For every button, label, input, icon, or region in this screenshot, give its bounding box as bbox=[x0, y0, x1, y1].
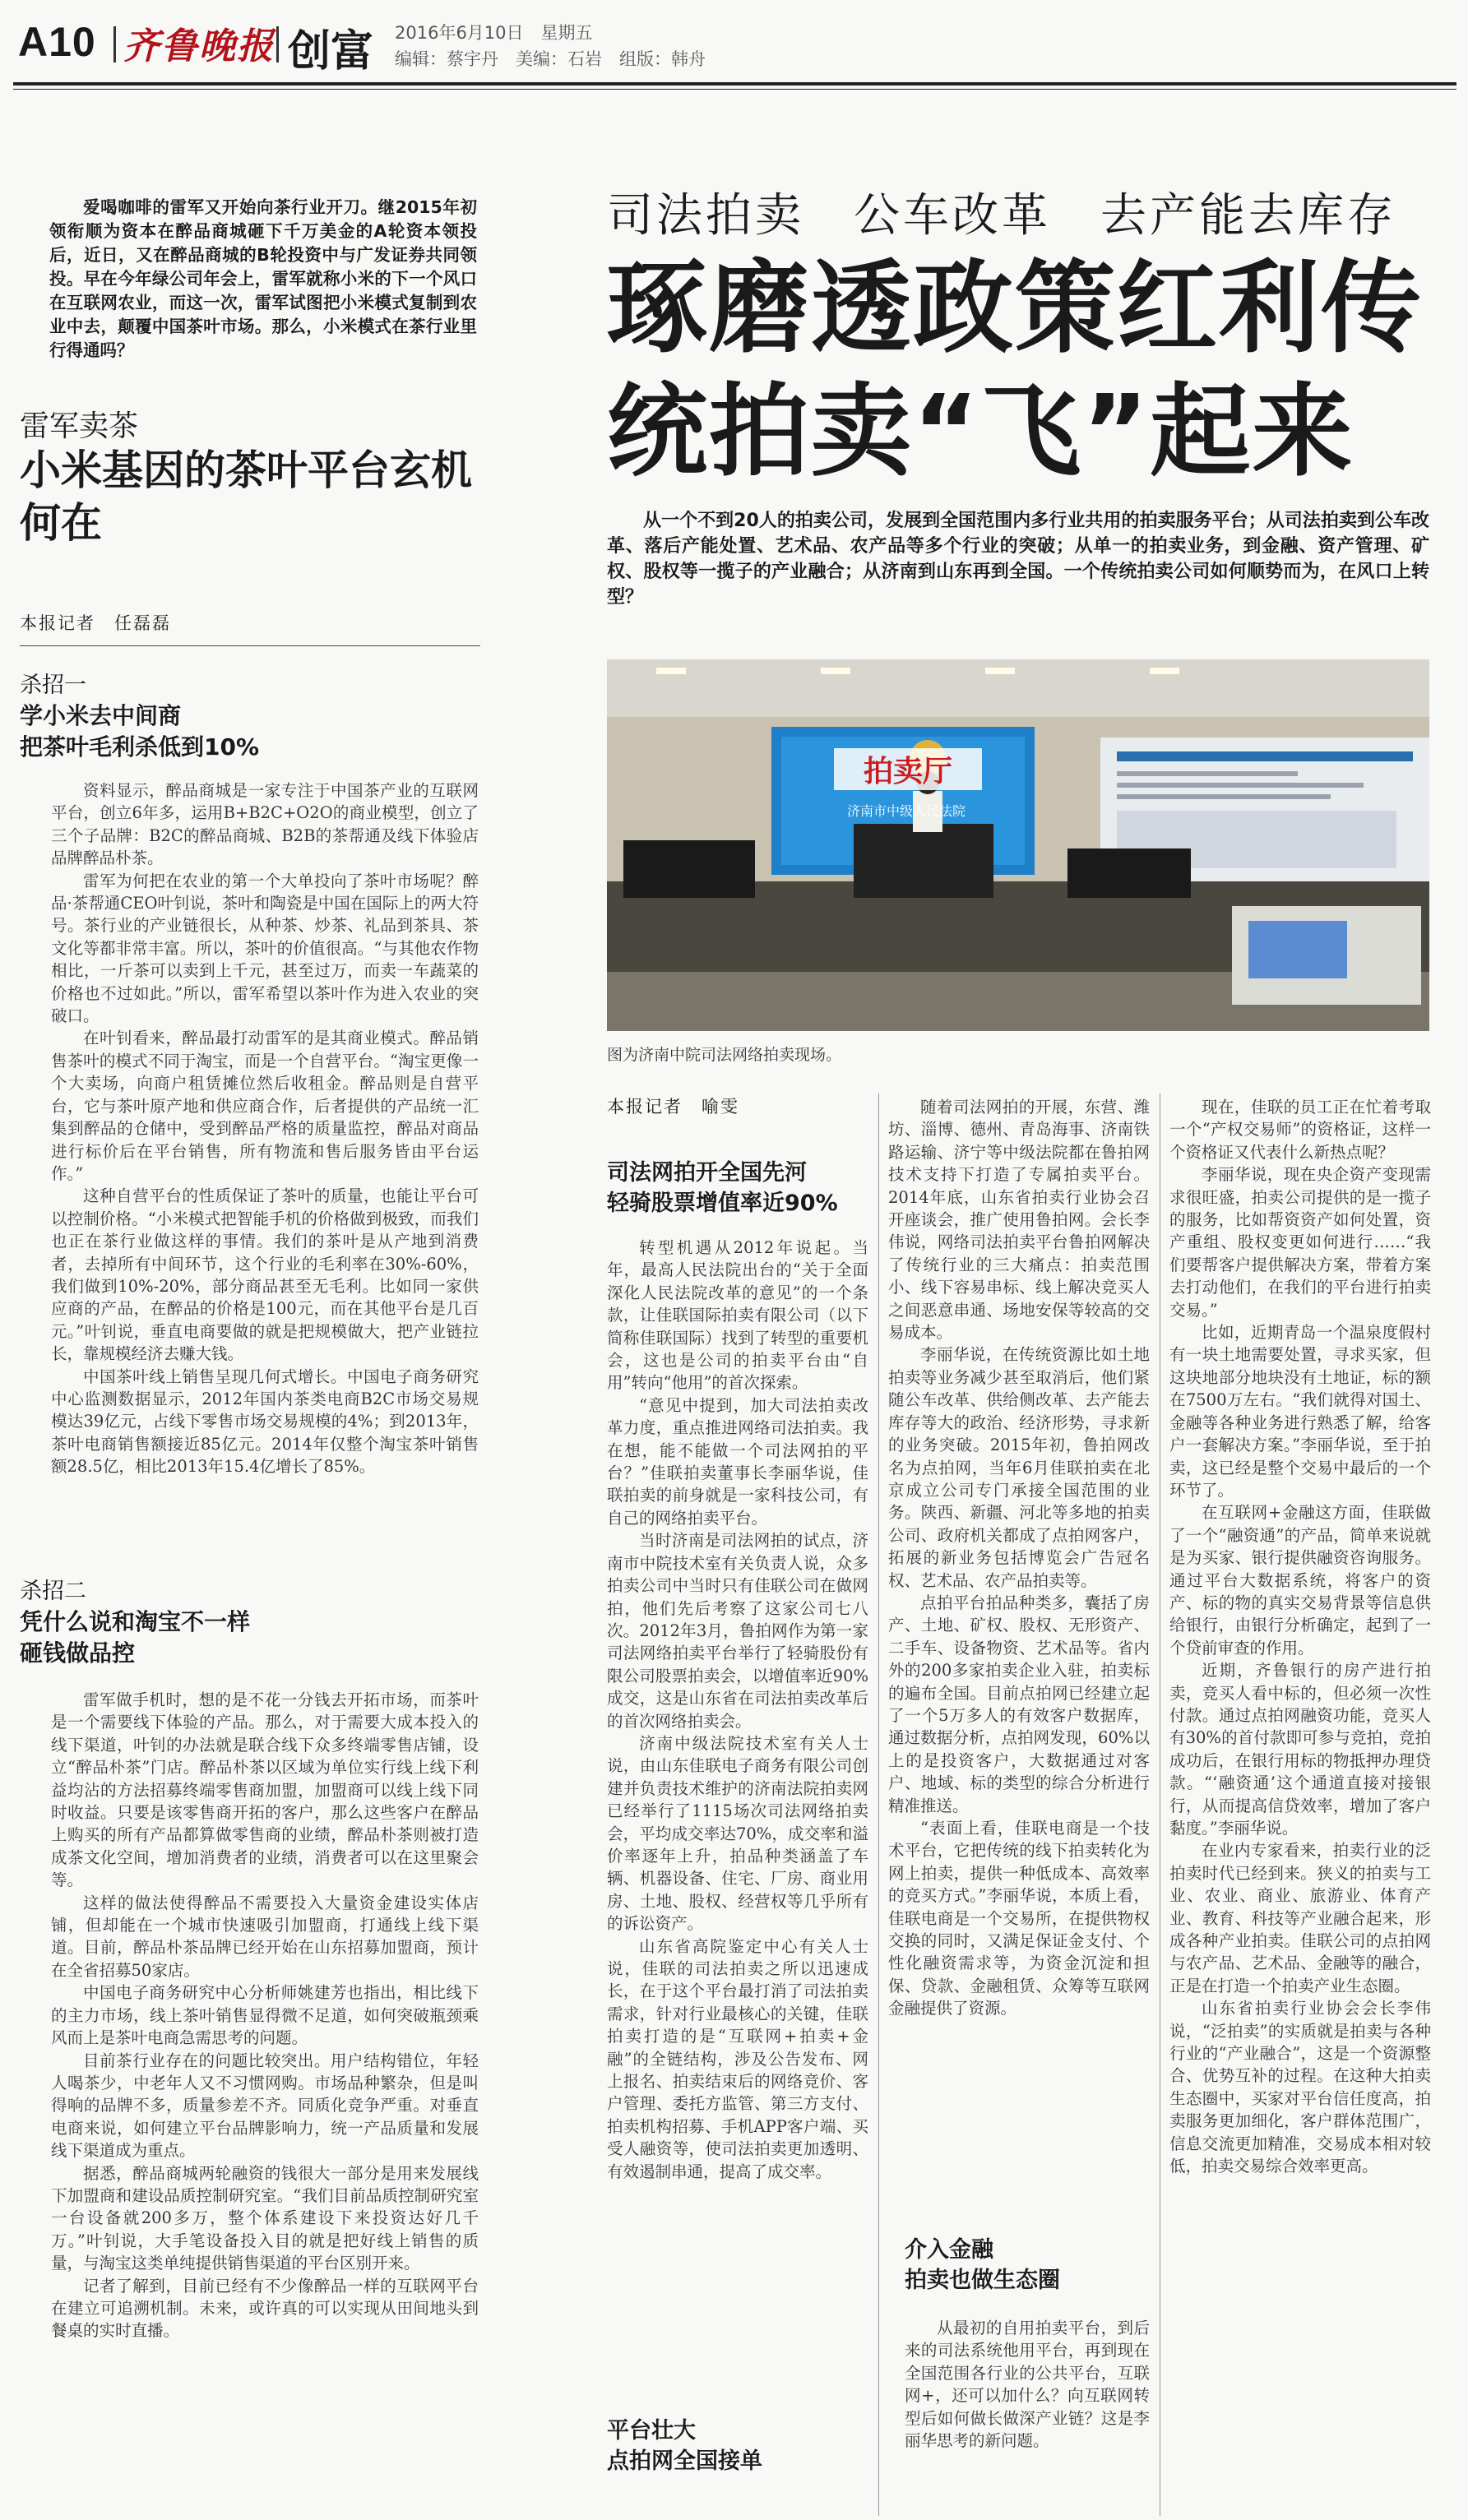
body-paragraph: 当时济南是司法网拍的试点，济南市中院技术室有关负责人说，众多拍卖公司中当时只有佳联公司在做网拍，他们先后考察了这家公司七八次。2012年3月，鲁拍网作为第一家司法网络拍卖平台举行了轻骑股份有限公司股票拍卖会，以增值率近90%成交，这是山东省在司法拍卖改革后的首次网络拍卖会。 bbox=[607, 1531, 868, 1731]
photo-illustration bbox=[607, 659, 1429, 1031]
body-paragraph: “意见中提到，加大司法拍卖改革力度，重点推进网络司法拍卖。我在想，能不能做一个司法网拍的平台？”佳联拍卖董事长李丽华说，佳联拍卖的前身就是一家科技公司，有自己的网络拍卖平台。 bbox=[607, 1395, 868, 1528]
body-paragraph: 这种自营平台的性质保证了茶叶的质量，也能让平台可以控制价格。“小米模式把智能手机的价格做到极致，而我们也正在茶行业做这样的事情。我们的茶叶是从产地到消费者，去掉所有中间环节，这个行业的毛利率在30%-60%，我们做到10%-20%，部分商品甚至无毛利。比如同一家供应商的产品，在醉品的价格是100元，而在其他平台是几百元。”叶钊说，垂直电商要做的就是把规模做大，把产业链拉长，靠规模经济去赚大钱。 bbox=[51, 1186, 479, 1364]
body-paragraph: 济南中级法院技术室有关人士说，由山东佳联电子商务有限公司创建并负责技术维护的济南法院拍卖网已经举行了1115场次司法网络拍卖会，平均成交率达70%，成交率和溢价率逐年上升，拍品种类涵盖了车辆、机器设备、住宅、厂房、商业用房、土地、股权、经营权等几乎所有的诉讼资产。 bbox=[607, 1733, 868, 1934]
body-paragraph: 李丽华说，在传统资源比如土地拍卖等业务减少甚至取消后，他们紧随公车改革、供给侧改革、去产能去库存等大的政治、经济形势，寻求新的业务突破。2015年初，鲁拍网改名为点拍网，当年6月佳联拍卖在北京成立公司专门承接全国范围的业务。陕西、新疆、河北等多地的拍卖公司、政府机关都成了点拍网客户，拓展的新业务包括博览会广告冠名权、艺术品、农产品拍卖等。 bbox=[888, 1345, 1150, 1590]
left-section-2 bbox=[20, 1579, 480, 2342]
right-article-kicker: 司法拍卖 公车改革 去产能去库存 bbox=[607, 189, 1396, 243]
header-rule-thin bbox=[13, 89, 1456, 90]
section-label: 杀招一 bbox=[20, 673, 86, 698]
body-paragraph: 记者了解到，目前已经有不少像醉品一样的互联网平台在建立可追溯机制。未来，或许真的可以实现从田间地头到餐桌的实时直播。 bbox=[51, 2276, 479, 2341]
section-title: 平台壮大 点拍网全国接单 bbox=[607, 2418, 762, 2474]
body-paragraph: 中国电子商务研究中心分析师姚建芳也指出，相比线下的主力市场，线上茶叶销售显得微不足道，如何突破瓶颈乘风而上是茶叶电商急需思考的问题。 bbox=[51, 1983, 479, 2048]
left-article-kicker: 雷军卖茶 bbox=[20, 409, 139, 443]
body-paragraph: 随着司法网拍的开展，东营、潍坊、淄博、德州、青岛海事、济南铁路运输、济宁等中级法院都在鲁拍网技术支持下打造了专属拍卖平台。2014年底，山东省拍卖行业协会召开座谈会，推广使用鲁拍网。会长李伟说，网络司法拍卖平台鲁拍网解决了传统行业的三大痛点：拍卖范围小、线下容易串标、线上解决竞买人之间恶意串通、场地安保等较高的交易成本。 bbox=[888, 1098, 1150, 1343]
newspaper-logo: 齐鲁晚报 bbox=[123, 25, 275, 67]
body-paragraph: 雷军做手机时，想的是不花一分钱去开拓市场，而茶叶是一个需要线下体验的产品。那么，对于需要大成本投入的线下渠道，叶钊的办法就是联合线下众多终端零售店铺，设立“醉品朴茶”门店。醉品朴茶以区域为单位实行线上线下利益均沾的方法招募终端零售商加盟，加盟商可以线上线下同时收益。只要是该零售商开拓的客户，那么这些客户在醉品上购买的所有产品都算做零售商的业绩，醉品朴茶则被打造成茶文化空间，增加消费者的业绩，消费者可以在这里聚会等。 bbox=[51, 1690, 479, 1890]
right-article-title: 琢磨透政策红利传统拍卖“飞”起来 bbox=[607, 250, 1423, 490]
body-paragraph: 中国茶叶线上销售呈现几何式增长。中国电子商务研究中心监测数据显示，2012年国内茶类电商B2C市场交易规模达39亿元，占线下零售市场交易规模的4%；到2013年，茶叶电商销售额接近85亿元。2014年仅整个淘宝茶叶销售额28.5亿，相比2013年15.4亿增长了85%。 bbox=[51, 1366, 479, 1477]
body-paragraph: 点拍平台拍品种类多，囊括了房产、土地、矿权、股权、无形资产、二手车、设备物资、艺术品等。省内外的200多家拍卖企业入驻，拍卖标的遍布全国。目前点拍网已经建立起了一个5万多人的有效客户数据库，通过数据分析，点拍网发现，60%以上的是投资客户，大数据通过对客户、地域、标的类型的综合分析进行精准推送。 bbox=[888, 1593, 1150, 1815]
body-paragraph: 山东省高院鉴定中心有关人士说，佳联的司法拍卖之所以迅速成长，在于这个平台最打消了司法拍卖需求，针对行业最核心的关键，佳联拍卖打造的是“互联网+拍卖+金融”的全链结构，涉及公告发布、网上报名、拍卖结束后的网络竞价、客户管理、委托方监管、第三方支付、拍卖机构招募、手机APP客户端、买受人融资等，使司法拍卖更加透明、有效遏制串通，提高了成交率。 bbox=[607, 1936, 868, 2181]
body-paragraph: 李丽华说，现在央企资产变现需求很旺盛，拍卖公司提供的是一揽子的服务，比如帮资资产如何处置，资产重组、股权变更如何进行……“我们要帮客户提供解决方案，带着方案去打动他们，在我们的平台进行拍卖交易。” bbox=[1169, 1165, 1431, 1320]
section-title: 司法网拍开全国先河 轻骑股票增值率近90% bbox=[607, 1160, 838, 1216]
header-rule bbox=[13, 82, 1456, 86]
editor-credits: 编辑：蔡宇丹 美编：石岩 组版：韩舟 bbox=[395, 49, 706, 69]
issue-date-line bbox=[395, 20, 593, 44]
body-paragraph: 现在，佳联的员工正在忙着考取一个“产权交易师”的资格证，这样一个资格证又代表什么新热点呢？ bbox=[1169, 1098, 1431, 1162]
body-paragraph: 近期，齐鲁银行的房产进行拍卖，竞买人看中标的，但必须一次性付款。通过点拍网融资功能，竞买人有30%的首付款即可参与竞拍，竞拍成功后，在银行用标的物抵押办理贷款。“‘融资通’这个通道直接对接银行，从而提高信贷效率，增加了客户黏度。”李丽华说。 bbox=[1169, 1661, 1431, 1838]
page-number: A10 bbox=[18, 19, 96, 65]
left-article-title: 小米基因的茶叶平台玄机何在 bbox=[20, 446, 472, 547]
issue-weekday: 星期五 bbox=[540, 23, 593, 43]
photo-sign-main: 拍卖厅 bbox=[834, 748, 982, 790]
body-paragraph: 这样的做法使得醉品不需要投入大量资金建设实体店铺，但却能在一个城市快速吸引加盟商，打通线上线下渠道。目前，醉品朴茶品牌已经开始在山东招募加盟商，预计在全省招募50家店。 bbox=[51, 1893, 479, 1980]
section-title: 凭什么说和淘宝不一样 砸钱做品控 bbox=[20, 1608, 251, 1667]
section-label: 杀招二 bbox=[20, 1579, 86, 1604]
body-paragraph: 从最初的自用拍卖平台，到后来的司法系统他用平台，再到现在全国范围各行业的公共平台，互联网+，还可以加什么？向互联网转型后如何做长做深产业链？这是李丽华思考的新问题。 bbox=[905, 2319, 1150, 2451]
body-paragraph: 转型机遇从2012年说起。当年，最高人民法院出台的“关于全面深化人民法院改革的意见”的一个条款，让佳联国际拍卖有限公司（以下简称佳联国际）找到了转型的重要机会，这也是公司的拍卖平台由“自用”转向“他用”的首次探索。 bbox=[607, 1238, 868, 1393]
body-paragraph: 比如，近期青岛一个温泉度假村有一块土地需要处置，寻求买家，但这块地部分地块没有土地证，标的额在7500万左右。“我们就得对国土、金融等各种业务进行熟悉了解，给客户一套解决方案。”李丽华说，至于拍卖，这已经是整个交易中最后的一个环节了。 bbox=[1169, 1323, 1431, 1500]
body-paragraph: “表面上看，佳联电商是一个技术平台，它把传统的线下拍卖转化为网上拍卖，提供一种低成本、高效率的竞买方式。”李丽华说，本质上看，佳联电商是一个交易所，在提供物权交换的同时，又满足保证金支付、个性化融资需求等，为资金沉淀和担保、贷款、金融租赁、众筹等互联网金融提供了资源。 bbox=[888, 1819, 1150, 2018]
photo-caption: 图为济南中院司法网络拍卖现场。 bbox=[607, 1046, 842, 1064]
body-paragraph: 资料显示，醉品商城是一家专注于中国茶产业的互联网平台，创立6年多，运用B+B2C+O2O的商业模型，创立了三个子品牌：B2C的醉品商城、B2B的茶帮通及线下体验店品牌醉品朴茶。 bbox=[51, 781, 479, 868]
body-paragraph: 在互联网+金融这方面，佳联做了一个“融资通”的产品，简单来说就是为买家、银行提供融资咨询服务。通过平台大数据系统，将客户的资产、标的物的真实交易背景等信息供给银行，由银行分析确定，起到了一个贷前审查的作用。 bbox=[1169, 1503, 1431, 1658]
left-byline-rule bbox=[20, 645, 480, 646]
body-paragraph: 雷军为何把在农业的第一个大单投向了茶叶市场呢？醉品·茶帮通CEO叶钊说，茶叶和陶瓷是中国在国际上的两大符号。茶行业的产业链很长，从种茶、炒茶、礼品到茶具、茶文化等都非常丰富。所以，茶叶的价值很高。“与其他农作物相比，一斤茶可以卖到上千元，甚至过万，而卖一车蔬菜的价格也不过如此。”所以，雷军希望以茶叶作为进入农业的突破口。 bbox=[51, 871, 479, 1026]
left-article-byline: 本报记者 任磊磊 bbox=[20, 613, 171, 633]
header-divider bbox=[276, 26, 279, 62]
section-title: 学小米去中间商 把茶叶毛利杀低到10% bbox=[20, 702, 260, 761]
right-article-lead: 从一个不到20人的拍卖公司，发展到全国范围内多行业共用的拍卖服务平台；从司法拍卖到公车改革、落后产能处置、艺术品、农产品等多个行业的突破；从单一的拍卖业务，到金融、资产管理、矿权、股权等一揽子的产业融合；从济南到山东再到全国。一个传统拍卖公司如何顺势而为，在风口上转型？ bbox=[607, 511, 1429, 608]
body-paragraph: 据悉，醉品商城两轮融资的钱很大一部分是用来发展线下加盟商和建设品质控制研究室。“我们目前品质控制研究室一台设备就200多万，整个体系建设下来投资达好几千万。”叶钊说，大手笔设备投入目的就是把好线上销售的质量，与淘宝这类单纯提供销售渠道的平台区别开来。 bbox=[51, 2163, 479, 2273]
right-article-byline: 本报记者 喻雯 bbox=[607, 1097, 739, 1117]
photo-sign-sub: 济南市中级人民法院 bbox=[846, 803, 966, 819]
column-rule bbox=[878, 1094, 879, 2516]
body-paragraph: 在业内专家看来，拍卖行业的泛拍卖时代已经到来。狭义的拍卖与工业、农业、商业、旅游业、体育产业、教育、科技等产业融合起来，形成各种产业拍卖。佳联公司的点拍网与农产品、艺术品、金融等的融合，正是在打造一个拍卖产业生态圈。 bbox=[1169, 1841, 1431, 1995]
issue-date: 2016年6月10日 bbox=[395, 23, 524, 43]
right-column-2-tail bbox=[905, 2317, 1150, 2452]
auction-hall-photo bbox=[607, 659, 1429, 1031]
section-title: 介入金融 拍卖也做生态圈 bbox=[905, 2237, 1060, 2293]
section-name: 创富 bbox=[288, 27, 374, 76]
section-body bbox=[51, 1689, 479, 2342]
right-column-1 bbox=[607, 1158, 868, 2183]
right-column-3 bbox=[1169, 1096, 1431, 2178]
left-section-1 bbox=[20, 673, 480, 1478]
header-divider bbox=[113, 26, 116, 62]
body-paragraph: 在叶钊看来，醉品最打动雷军的是其商业模式。醉品销售茶叶的模式不同于淘宝，而是一个自营平台。“淘宝更像一个大卖场，向商户租赁摊位然后收租金。醉品则是自营平台，它与茶叶原产地和供应商合作，后者提供的产品统一汇集到醉品的仓储中，受到醉品严格的质量监控，醉品对商品进行标价后在平台销售，所有物流和售后服务皆由平台运作。” bbox=[51, 1029, 479, 1183]
body-paragraph: 目前茶行业存在的问题比较突出。用户结构错位，年轻人喝茶少，中老年人又不习惯网购。市场品种繁杂，但是叫得响的品牌不多，质量参差不齐。同质化竞争严重。对垂直电商来说，如何建立平台品牌影响力，统一产品质量和发展线下渠道成为重点。 bbox=[51, 2051, 479, 2161]
body-paragraph: 山东省拍卖行业协会会长李伟说，“泛拍卖”的实质就是拍卖与各种行业的“产业融合”，这是一个资源整合、优势互补的过程。在这种大拍卖生态圈中，买家对平台信任度高，拍卖服务更加细化，客户群体范围广，信息交流更加精准，交易成本相对较低，拍卖交易综合效率更高。 bbox=[1169, 1999, 1431, 2176]
left-article-intro: 爱喝咖啡的雷军又开始向茶行业开刀。继2015年初领衔顺为资本在醉品商城砸下千万美金的A轮资本领投后，近日，又在醉品商城的B轮投资中与广发证券共同领投。早在今年绿公司年会上，雷军就称小米的下一个风口在互联网农业，而这一次，雷军试图把小米模式复制到农业中去，颠覆中国茶叶市场。那么，小米模式在茶行业里行得通吗？ bbox=[49, 197, 477, 360]
section-body bbox=[51, 779, 479, 1478]
right-column-2 bbox=[888, 1096, 1150, 2020]
